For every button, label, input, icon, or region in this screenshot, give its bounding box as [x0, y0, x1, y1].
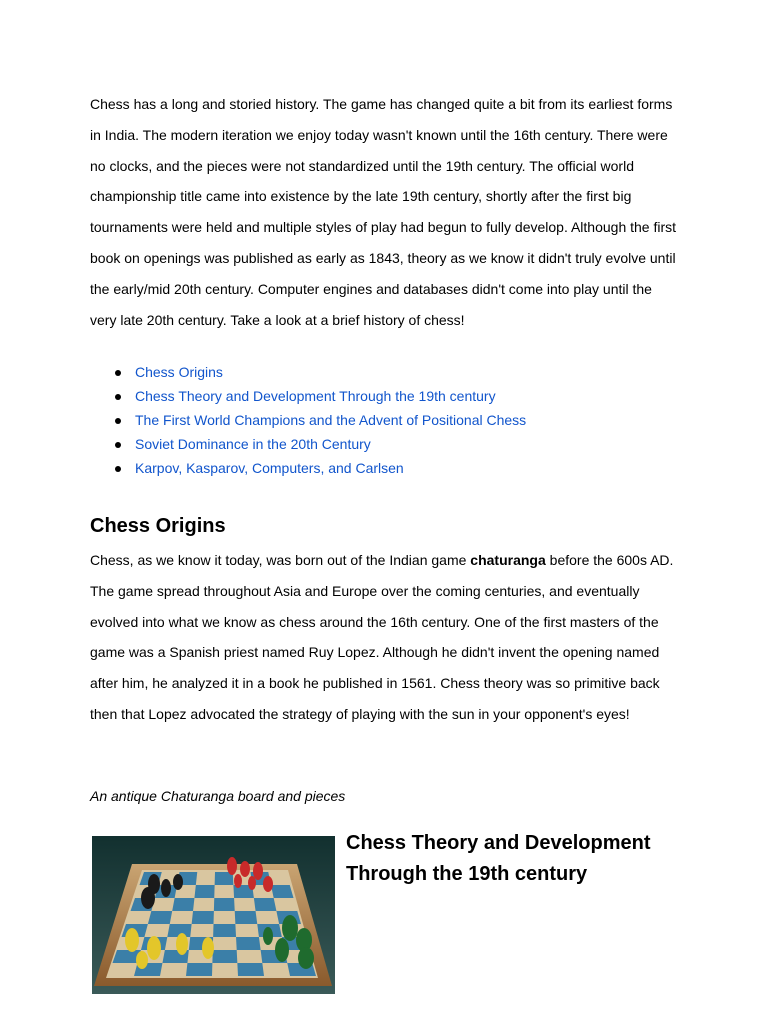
section-heading-chess-origins: Chess Origins — [90, 515, 226, 537]
image-caption: An antique Chaturanga board and pieces — [90, 788, 346, 804]
table-of-contents — [90, 361, 680, 480]
toc-link-soviet-dominance[interactable]: Soviet Dominance in the 20th Century — [135, 435, 371, 452]
bullet-icon — [115, 466, 121, 472]
bullet-icon — [115, 394, 121, 400]
toc-item — [135, 385, 680, 409]
toc-item — [135, 457, 680, 481]
toc-item — [135, 433, 680, 457]
toc-item — [135, 361, 680, 385]
bullet-icon — [115, 442, 121, 448]
board-square — [186, 963, 212, 976]
toc-link-first-world-champions[interactable]: The First World Champions and the Advent of Positional Chess — [135, 411, 527, 428]
bullet-icon — [115, 370, 121, 376]
toc-link-chess-theory[interactable]: Chess Theory and Development Through the 19th century — [135, 388, 496, 405]
toc-link-chess-origins[interactable]: Chess Origins — [135, 364, 223, 381]
intro-paragraph: Chess has a long and storied history. The game has changed quite a bit from its earliest forms in India. The modern iteration we enjoy today wasn't known until the 16th century. There were no clocks, and the pieces were not standardized until the 19th century. The official world championship title came into existence by the late 19th century, shortly after the first big tournaments were held and multiple styles of play had begun to fully develop. Although the first book on openings was published as early as 1843, theory as we know it didn't truly evolve until the early/mid 20th century. Computer engines and databases didn't come into play until the very late 20th century. Take a look at a brief history of chess! — [90, 96, 677, 328]
chaturanga-board-photo — [92, 836, 335, 994]
section-heading-line-2: Through the 19th century — [346, 863, 588, 885]
chaturanga-term: chaturanga — [470, 552, 546, 568]
origins-text-before: Chess, as we know it today, was born out of the Indian game — [90, 552, 471, 568]
board-square — [214, 898, 235, 911]
section-heading-chess-theory — [346, 828, 686, 890]
toc-item — [135, 409, 680, 433]
board-square — [254, 898, 277, 911]
board-square — [172, 898, 194, 911]
board-square — [237, 963, 264, 976]
board-square — [148, 911, 172, 924]
board-square — [235, 911, 258, 924]
toc-link-karpov-kasparov[interactable]: Karpov, Kasparov, Computers, and Carlsen — [135, 459, 404, 476]
chaturanga-board-image — [92, 836, 335, 994]
section-heading-line-1: Chess Theory and Development — [346, 832, 651, 854]
bullet-icon — [115, 418, 121, 424]
document-body — [90, 89, 680, 480]
board-square — [194, 885, 214, 898]
origins-paragraph — [90, 545, 680, 730]
board-square — [192, 911, 214, 924]
board-square — [213, 924, 236, 937]
board-square — [236, 937, 261, 950]
board-square — [212, 950, 237, 963]
origins-text-after: before the 600s AD. The game spread throughout Asia and Europe over the coming centuries, and eventually evolved into what we know as chess around the 16th century. One of the first masters of the game was a Spanish priest named Ruy Lopez. Although he didn't invent the opening named after him, he analyzed it in a book he published in 1561. Chess theory was so primitive back then that Lopez advocated the strategy of playing with the sun in your opponent's eyes! — [90, 552, 674, 722]
board-square — [271, 885, 294, 898]
